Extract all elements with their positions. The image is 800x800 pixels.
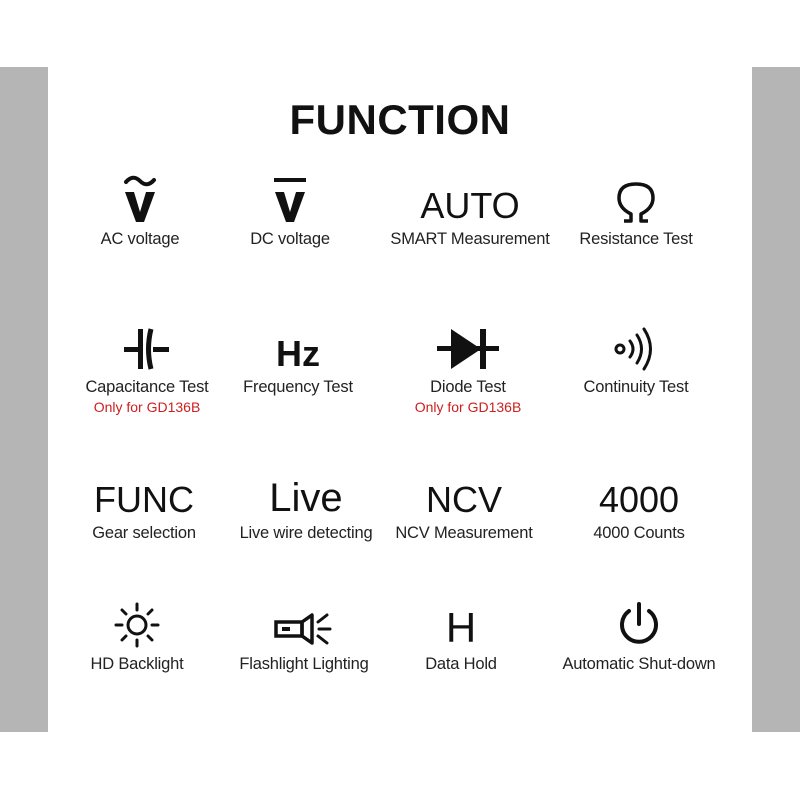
page-title: FUNCTION [289,96,511,143]
ncv-symbol: NCV [425,479,502,520]
feature-data-hold [376,593,546,674]
feature-note: Only for GD136B [93,399,201,415]
feature-gear-selection [59,462,229,543]
feature-resistance [551,168,721,249]
flashlight-icon [272,609,336,649]
feature-flashlight [219,593,389,674]
right-gray-bar [752,67,800,732]
feature-frequency [213,316,383,397]
continuity-icon [612,326,660,372]
ac-voltage-icon [120,174,160,224]
feature-counts [554,462,724,543]
feature-label: Continuity Test [583,378,689,396]
feature-label: Gear selection [92,524,196,542]
feature-label: Flashlight Lighting [239,655,369,673]
feature-label: Data Hold [425,655,497,673]
backlight-icon [113,601,161,649]
auto-symbol: AUTO [420,185,520,226]
feature-auto-shutdown [554,593,724,674]
feature-label: NCV Measurement [395,524,533,542]
feature-diode [383,316,553,415]
feature-capacitance [62,316,232,415]
left-gray-bar [0,67,48,732]
feature-label: Frequency Test [243,378,353,396]
feature-continuity [551,316,721,397]
feature-label: 4000 Counts [593,524,685,542]
live-symbol: Live [269,476,343,520]
feature-note: Only for GD136B [414,399,522,415]
feature-backlight [52,593,222,674]
feature-label: Live wire detecting [239,524,373,542]
func-symbol: FUNC [94,479,194,520]
feature-auto [385,168,555,249]
feature-label: Capacitance Test [85,378,209,396]
dc-voltage-icon [270,174,310,224]
capacitor-icon [122,326,172,372]
power-icon [615,601,663,649]
feature-live-wire [221,462,391,543]
feature-label: Automatic Shut-down [562,655,716,673]
feature-label: AC voltage [100,230,180,248]
diode-icon [435,326,501,372]
feature-label: SMART Measurement [390,230,550,248]
feature-ncv [379,462,549,543]
hold-symbol: H [445,604,477,651]
feature-label: Resistance Test [579,230,693,248]
feature-label: DC voltage [250,230,330,248]
ohm-icon [614,180,658,224]
feature-dc-voltage [205,168,375,249]
hz-symbol: Hz [276,333,320,374]
feature-ac-voltage [55,168,225,249]
feature-label: Diode Test [430,378,506,396]
counts-symbol: 4000 [598,479,680,520]
feature-label: HD Backlight [90,655,184,673]
